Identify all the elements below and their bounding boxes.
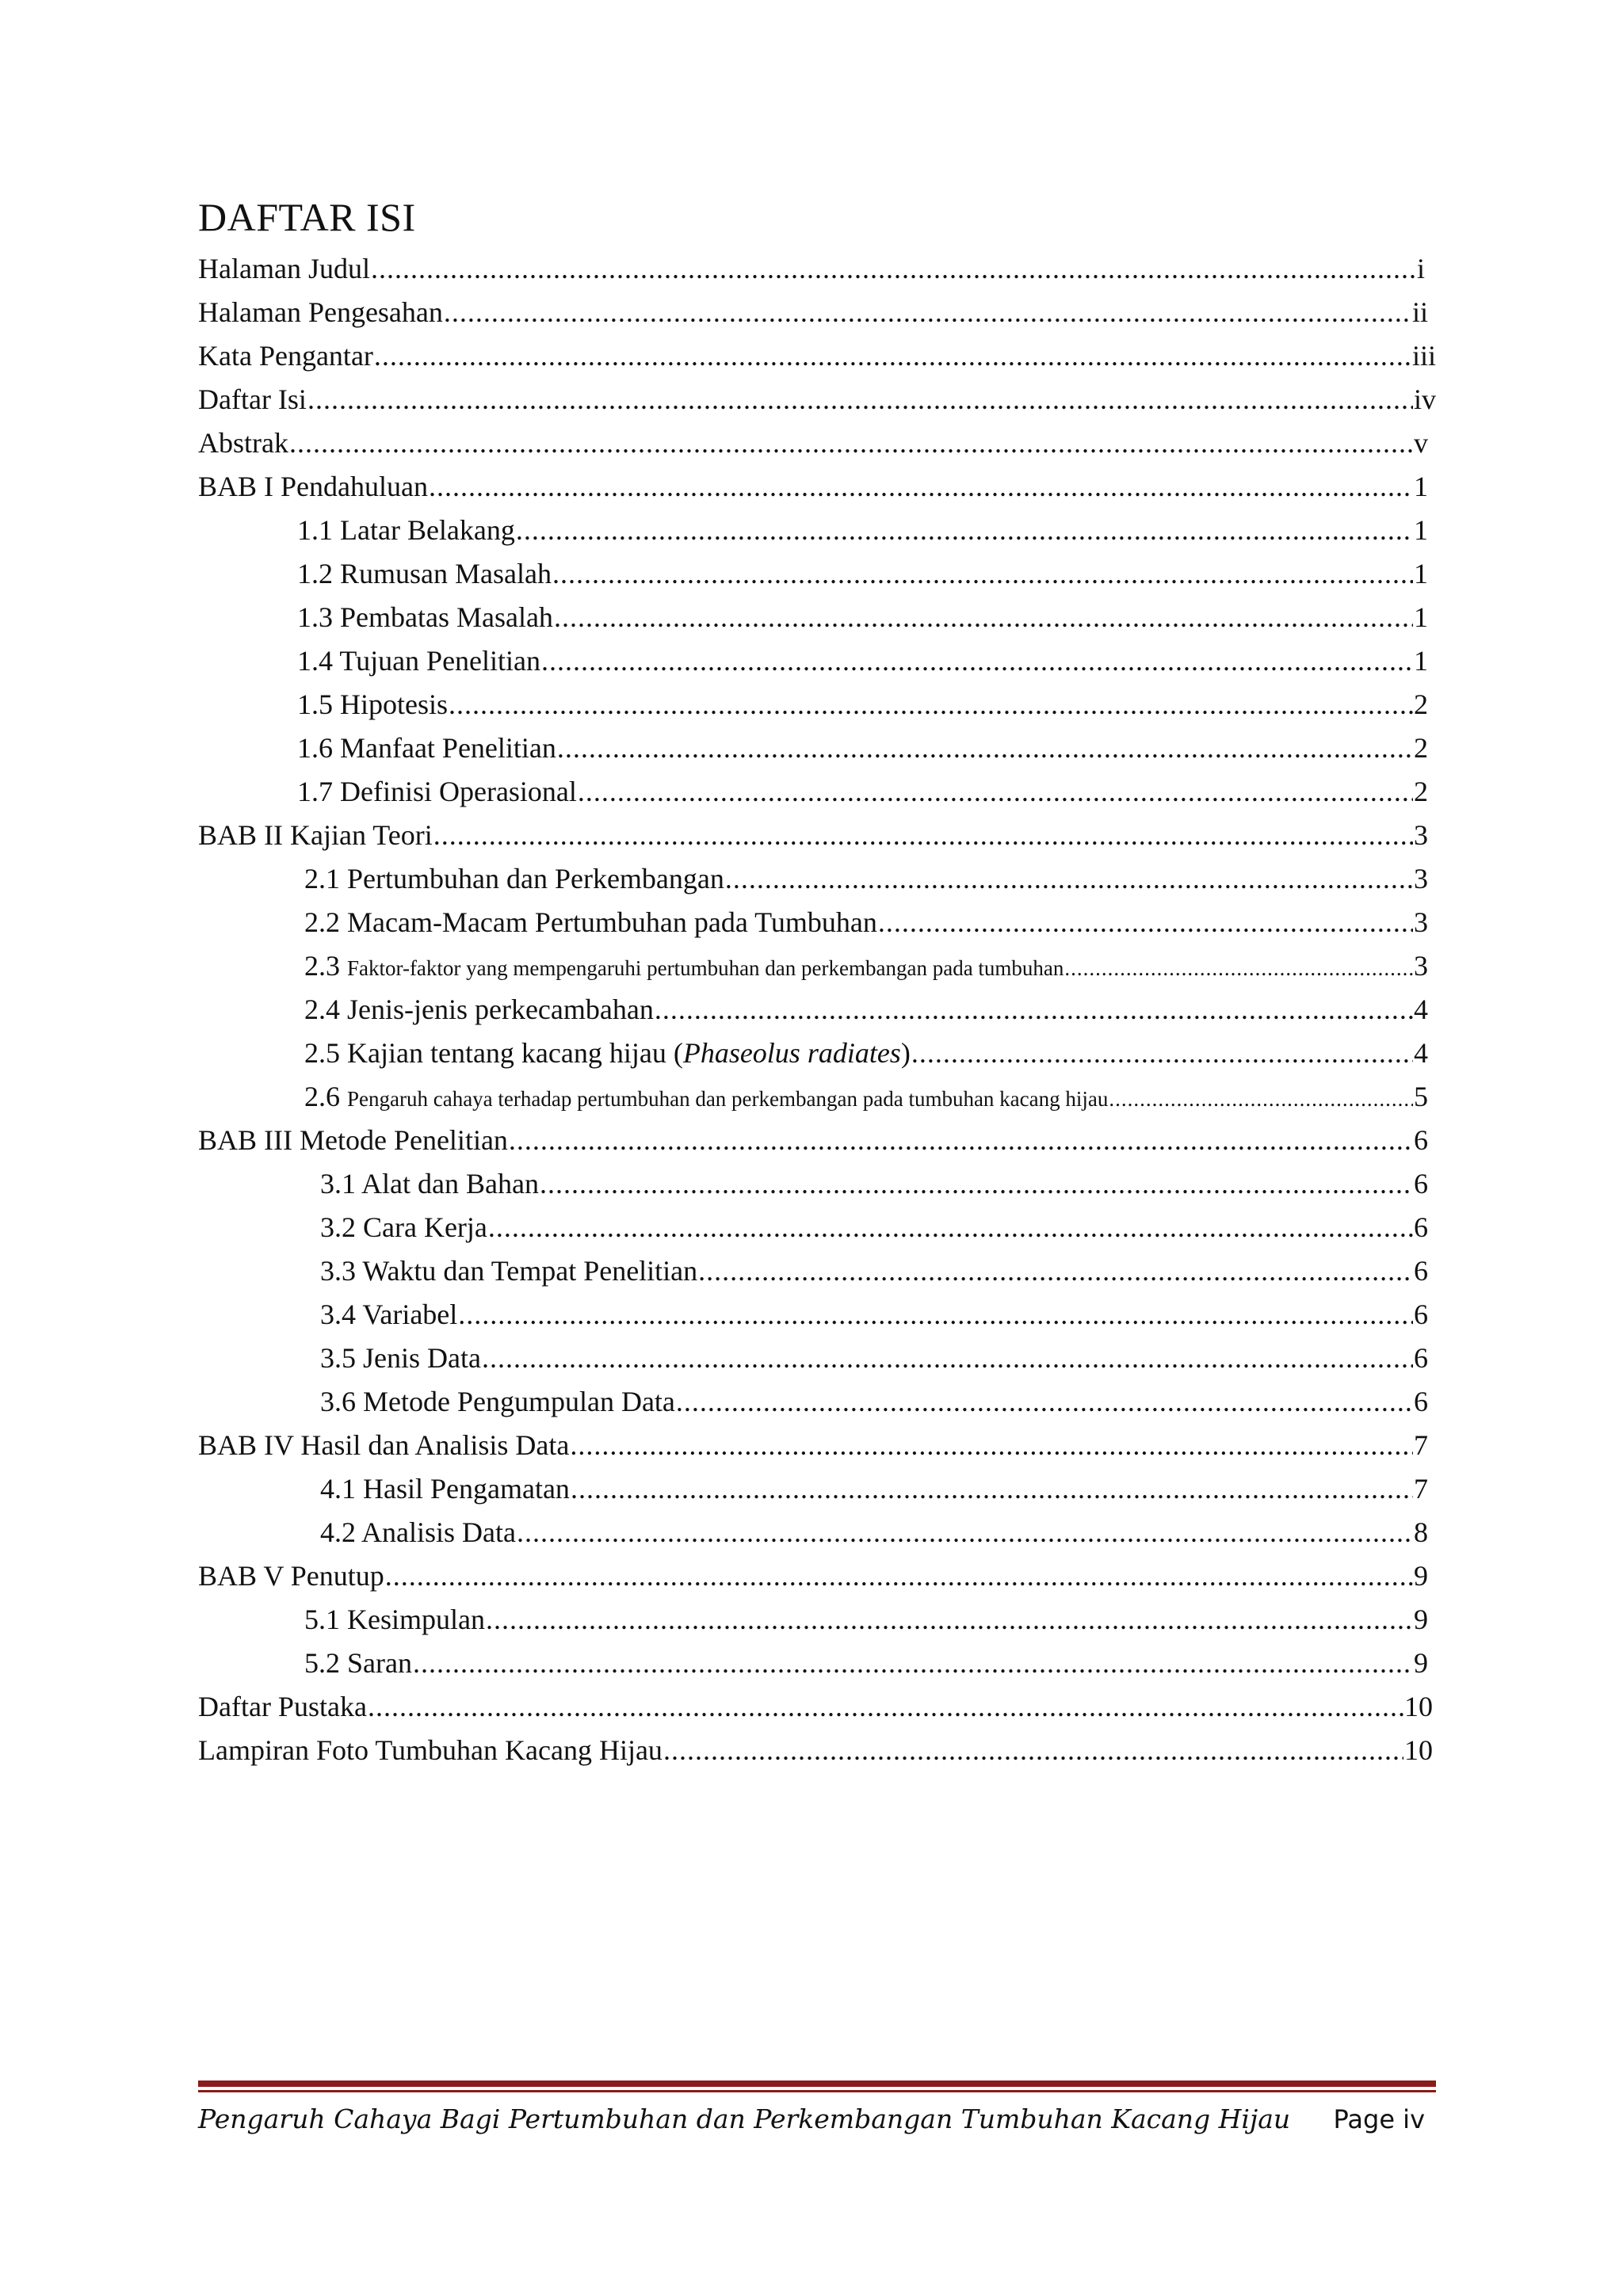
toc-entry-label: 3.6 Metode Pengumpulan Data [320, 1386, 675, 1417]
toc-entry-page: 7 [1414, 1473, 1428, 1505]
toc-entry-label: 1.6 Manfaat Penelitian [297, 732, 556, 764]
toc-entry-label: 2.1 Pertumbuhan dan Perkembangan [304, 863, 724, 894]
toc-entry-label: 1.2 Rumusan Masalah [297, 558, 552, 589]
toc-entry-page: 7 [1414, 1429, 1428, 1461]
toc-entry [0, 596, 1623, 639]
toc-entry [0, 1119, 1623, 1162]
toc-entry-label: Halaman Pengesahan [198, 296, 443, 328]
toc-leader-dots [663, 1729, 1403, 1772]
toc-entry-page: ii [1411, 296, 1428, 328]
toc-entry [0, 552, 1623, 596]
toc-entry-page: 3 [1414, 863, 1428, 894]
toc-entry-label: BAB III Metode Penelitian [198, 1124, 508, 1156]
toc-entry [0, 1424, 1623, 1467]
toc-entry-label: Halaman Judul [198, 253, 370, 284]
toc-entry-page: 6 [1414, 1299, 1428, 1330]
toc-leader-dots [552, 552, 1413, 596]
toc-entry-page: 1 [1414, 645, 1428, 677]
toc-entry-label: Pengaruh cahaya terhadap pertumbuhan dan perkembangan pada tumbuhan kacang hijau [347, 1087, 1109, 1111]
toc-entry [0, 901, 1623, 944]
footer-rule [198, 2081, 1436, 2087]
toc-leader-dots [878, 901, 1413, 944]
toc-entry-label: Daftar Pustaka [198, 1691, 367, 1722]
toc-entry-page: 6 [1414, 1342, 1428, 1374]
toc-entry-page: 6 [1414, 1124, 1428, 1156]
toc-leader-dots [371, 247, 1416, 291]
toc-leader-dots [368, 1685, 1403, 1729]
toc-entry-page: 6 [1414, 1255, 1428, 1287]
toc-entry [0, 988, 1623, 1032]
toc-entry [0, 334, 1623, 378]
toc-entry-label: 3.1 Alat dan Bahan [320, 1168, 539, 1199]
table-of-contents [0, 247, 1623, 1772]
toc-leader-dots [911, 1032, 1413, 1075]
toc-leader-dots [429, 465, 1413, 509]
toc-entry-page: 1 [1414, 558, 1428, 589]
toc-entry-number: 2.6 [304, 1081, 340, 1112]
toc-entry-number: 2.3 [304, 950, 340, 982]
toc-entry-label: 1.4 Tujuan Penelitian [297, 645, 541, 677]
toc-entry-page: 1 [1414, 514, 1428, 546]
toc-entry [0, 1554, 1623, 1598]
toc-entry [0, 1380, 1623, 1424]
toc-entry-page: 3 [1414, 950, 1428, 982]
toc-entry-label: 2.4 Jenis-jenis perkecambahan [304, 994, 654, 1025]
toc-entry-label: 5.2 Saran [304, 1647, 412, 1679]
toc-entry-page: iii [1411, 340, 1436, 372]
toc-leader-dots [307, 378, 1413, 421]
toc-entry-page: 6 [1414, 1168, 1428, 1199]
toc-entry [0, 1511, 1623, 1554]
toc-entry-page: 4 [1414, 1037, 1428, 1069]
toc-leader-dots [374, 334, 1411, 378]
toc-entry-page: i [1416, 253, 1425, 284]
toc-leader-dots [1109, 1077, 1413, 1121]
toc-leader-dots [655, 988, 1413, 1032]
toc-entry [0, 639, 1623, 683]
toc-entry [0, 1337, 1623, 1380]
toc-leader-dots [1064, 947, 1413, 990]
toc-entry-page: 4 [1414, 994, 1428, 1025]
toc-entry-label: 3.5 Jenis Data [320, 1342, 481, 1374]
toc-entry [0, 1729, 1623, 1772]
footer-page-number: Page iv [1333, 2104, 1425, 2134]
toc-leader-dots [385, 1554, 1413, 1598]
toc-entry-page: 9 [1414, 1560, 1428, 1592]
toc-entry-label: 2.2 Macam-Macam Pertumbuhan pada Tumbuhan [304, 906, 877, 938]
toc-leader-dots [289, 421, 1413, 465]
footer-rule-thin [198, 2090, 1436, 2092]
toc-entry-page: 3 [1414, 819, 1428, 851]
toc-leader-dots [554, 596, 1413, 639]
toc-entry-label: 4.1 Hasil Pengamatan [320, 1473, 570, 1505]
toc-entry-label: BAB II Kajian Teori [198, 819, 433, 851]
toc-entry-label: 5.1 Kesimpulan [304, 1604, 485, 1635]
toc-leader-dots [676, 1380, 1413, 1424]
toc-entry-label: Abstrak [198, 427, 288, 459]
toc-entry [0, 1293, 1623, 1337]
toc-entry-page: 10 [1404, 1734, 1433, 1766]
toc-entry-label: 1.1 Latar Belakang [297, 514, 515, 546]
toc-entry [0, 1642, 1623, 1685]
toc-entry [0, 291, 1623, 334]
toc-entry-page: 2 [1414, 732, 1428, 764]
toc-entry [0, 1162, 1623, 1206]
toc-leader-dots [571, 1467, 1413, 1511]
toc-entry [0, 509, 1623, 552]
footer-title: Pengaruh Cahaya Bagi Pertumbuhan dan Perkembangan Tumbuhan Kacang Hijau [198, 2103, 1291, 2134]
toc-leader-dots [458, 1293, 1413, 1337]
toc-entry-label: Daftar Isi [198, 383, 307, 415]
toc-entry-page: 2 [1414, 776, 1428, 807]
toc-leader-dots [557, 727, 1413, 770]
toc-entry [0, 1075, 1623, 1119]
toc-entry [0, 1249, 1623, 1293]
toc-leader-dots [486, 1598, 1413, 1642]
page-title: DAFTAR ISI [198, 195, 416, 239]
toc-entry-page: 6 [1414, 1211, 1428, 1243]
toc-entry-label-species: Phaseolus radiates [682, 1037, 901, 1069]
toc-leader-dots [509, 1119, 1413, 1162]
toc-entry-label: Kata Pengantar [198, 340, 373, 372]
toc-leader-dots [449, 683, 1413, 727]
toc-leader-dots [517, 1511, 1413, 1554]
toc-leader-dots [578, 770, 1413, 814]
toc-entry-label: 3.2 Cara Kerja [320, 1211, 487, 1243]
toc-entry-label-suffix: ) [900, 1037, 911, 1069]
toc-leader-dots [444, 291, 1411, 334]
toc-entry [0, 465, 1623, 509]
toc-entry-label: 1.5 Hipotesis [297, 688, 449, 720]
toc-entry-label [304, 1032, 911, 1075]
toc-entry-label: 1.7 Definisi Operasional [297, 776, 577, 807]
toc-entry [0, 770, 1623, 814]
toc-leader-dots [488, 1206, 1413, 1249]
toc-entry [0, 944, 1623, 988]
toc-entry [0, 727, 1623, 770]
toc-entry [0, 814, 1623, 857]
toc-entry [0, 1206, 1623, 1249]
toc-leader-dots [540, 1162, 1413, 1206]
toc-entry [0, 1598, 1623, 1642]
toc-entry-page: 9 [1414, 1647, 1428, 1679]
toc-leader-dots [698, 1249, 1413, 1293]
toc-leader-dots [570, 1424, 1413, 1467]
toc-entry-page: 2 [1414, 688, 1428, 720]
toc-entry [0, 1685, 1623, 1729]
toc-leader-dots [541, 639, 1413, 683]
toc-entry-page: 1 [1414, 601, 1428, 633]
toc-entry-label-prefix: 2.5 Kajian tentang kacang hijau ( [304, 1037, 683, 1069]
toc-entry-label: 1.3 Pembatas Masalah [297, 601, 553, 633]
toc-entry-page: 1 [1414, 471, 1428, 502]
toc-entry-label: 3.3 Waktu dan Tempat Penelitian [320, 1255, 698, 1287]
toc-leader-dots [413, 1642, 1413, 1685]
toc-leader-dots [516, 509, 1413, 552]
toc-entry [0, 1467, 1623, 1511]
toc-leader-dots [725, 857, 1413, 901]
toc-entry-label: 3.4 Variabel [320, 1299, 458, 1330]
toc-entry-page: 10 [1404, 1691, 1433, 1722]
toc-entry [0, 1032, 1623, 1075]
toc-entry-page: 9 [1414, 1604, 1428, 1635]
toc-entry [0, 857, 1623, 901]
toc-entry [0, 421, 1623, 465]
toc-entry-page: v [1414, 427, 1428, 459]
toc-entry-page: 6 [1414, 1386, 1428, 1417]
toc-entry-label: BAB IV Hasil dan Analisis Data [198, 1429, 570, 1461]
toc-entry-page: 3 [1414, 906, 1428, 938]
toc-entry-label: Lampiran Foto Tumbuhan Kacang Hijau [198, 1734, 663, 1766]
toc-entry-label: 4.2 Analisis Data [320, 1516, 516, 1548]
toc-entry [0, 683, 1623, 727]
toc-entry [0, 378, 1623, 421]
toc-entry [0, 247, 1623, 291]
toc-entry-page: 8 [1414, 1516, 1428, 1548]
toc-leader-dots [482, 1337, 1413, 1380]
toc-leader-dots [433, 814, 1413, 857]
toc-entry-page: iv [1413, 383, 1436, 415]
toc-entry-page: 5 [1414, 1081, 1428, 1112]
toc-entry-label: BAB I Pendahuluan [198, 471, 428, 502]
toc-entry-label: BAB V Penutup [198, 1560, 384, 1592]
toc-entry-label: Faktor-faktor yang mempengaruhi pertumbuhan dan perkembangan pada tumbuhan [347, 956, 1064, 980]
